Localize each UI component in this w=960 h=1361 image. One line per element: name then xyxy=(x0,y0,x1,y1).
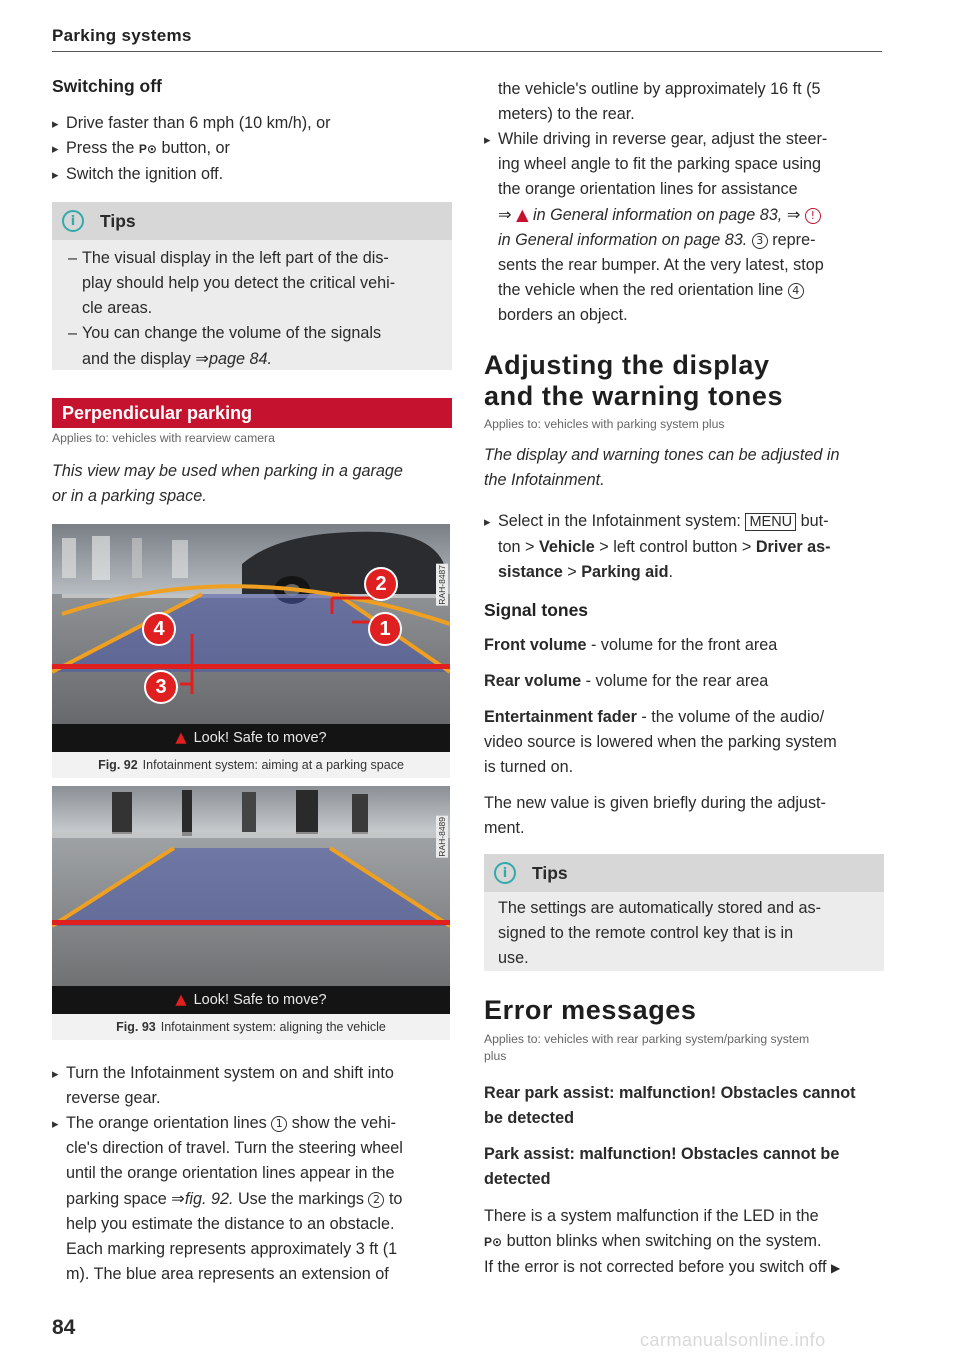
menu-path: sistance xyxy=(498,563,563,581)
menu-path: Parking aid xyxy=(581,563,669,581)
step-line: until the orange orientation lines appear in the xyxy=(66,1164,395,1182)
info-icon: i xyxy=(62,210,84,232)
setting-label: Front volume xyxy=(484,636,587,654)
signal-tones-heading: Signal tones xyxy=(484,600,589,620)
tip-line: play should help you detect the critical vehi- xyxy=(82,274,396,292)
caption-text: Infotainment system: aligning the vehicle xyxy=(160,1020,386,1034)
tips-box xyxy=(52,202,452,370)
camera-banner xyxy=(52,986,450,1014)
text-line: The new value is given briefly during the adjust- xyxy=(484,794,826,812)
step-line: parking space xyxy=(66,1190,167,1208)
text-line: There is a system malfunction if the LED in the xyxy=(484,1207,819,1225)
intro-line: or in a parking space. xyxy=(52,487,207,505)
page-header xyxy=(52,26,882,52)
step-line: cle's direction of travel. Turn the steering wheel xyxy=(66,1139,403,1157)
figure-caption xyxy=(52,1014,450,1040)
text-line: The display and warning tones can be adjusted in xyxy=(484,446,840,464)
section-title: Parking systems xyxy=(52,26,192,45)
tips-label: Tips xyxy=(100,210,136,231)
warning-icon: ▲ xyxy=(175,992,187,1008)
setting-text: - volume for the rear area xyxy=(585,672,769,690)
list-item xyxy=(484,127,884,328)
marker-4: 4 xyxy=(142,612,176,646)
marker-1: 1 xyxy=(368,612,402,646)
banner-text: Look! Safe to move? xyxy=(193,992,327,1008)
step-line: Each marking represents approximately 3 ft (1 xyxy=(66,1240,398,1258)
list-item xyxy=(52,1061,452,1111)
text-line: Park assist: malfunction! Obstacles cannot be xyxy=(484,1145,840,1163)
setting-text: - the volume of the audio/ xyxy=(641,708,825,726)
applies-to xyxy=(484,1031,884,1065)
step-line: to xyxy=(388,1190,403,1208)
list-item: ▸ Switch the ignition off. xyxy=(52,162,452,187)
text-line: button blinks when switching on the system. xyxy=(506,1232,822,1250)
error-messages-heading: Error messages xyxy=(484,995,697,1025)
continued-text xyxy=(498,77,888,127)
caption-text: Infotainment system: aiming at a parking space xyxy=(142,758,404,772)
tip-line: use. xyxy=(498,949,529,967)
tip-line: cle areas. xyxy=(82,299,153,317)
marker-2: 2 xyxy=(364,567,398,601)
front-volume-row xyxy=(484,633,884,658)
text-line: ton > xyxy=(498,538,535,556)
list-item: ▸ Select in the Infotainment system: MENU but- ton > Vehicle > left control button > Driver as- sistance > Parking aid. xyxy=(484,509,884,585)
arrow-icon: ⇒ xyxy=(171,1189,185,1208)
error-body xyxy=(484,1204,884,1281)
step-line: show the vehi- xyxy=(291,1114,397,1132)
park-button-icon: P⊙ xyxy=(138,142,157,156)
step-line: Turn the Infotainment system on and shift into xyxy=(66,1064,394,1082)
menu-path: Driver as- xyxy=(755,538,831,556)
setting-label: Rear volume xyxy=(484,672,582,690)
tips-box xyxy=(484,854,884,971)
figure-link[interactable]: fig. 92. xyxy=(184,1190,234,1208)
text-line: Rear park assist: malfunction! Obstacles cannot xyxy=(484,1084,856,1102)
error-message-2 xyxy=(484,1142,884,1192)
text-line: the Infotainment. xyxy=(484,471,605,489)
text-line: ing wheel angle to fit the parking space using xyxy=(498,155,822,173)
steps-list xyxy=(52,1061,452,1287)
setting-text: - volume for the front area xyxy=(591,636,778,654)
text-line: Applies to: vehicles with rear parking system/parking system xyxy=(484,1032,810,1046)
text-line: but- xyxy=(800,512,829,530)
list-item: ▸ Drive faster than 6 mph (10 km/h), or xyxy=(52,111,452,136)
text-line: be detected xyxy=(484,1109,574,1127)
marker-1-icon: 1 xyxy=(271,1116,287,1132)
new-value-text xyxy=(484,791,884,841)
tips-content xyxy=(484,892,884,971)
text-line: While driving in reverse gear, adjust the steer- xyxy=(498,130,828,148)
text-line: > left control button > xyxy=(599,538,752,556)
adjust-heading xyxy=(484,350,783,412)
watermark: carmanualsonline.info xyxy=(640,1330,826,1350)
figure-label: Fig. 92 xyxy=(98,758,138,772)
figure-92 xyxy=(52,524,450,778)
arrow-icon: ⇒ xyxy=(195,349,209,368)
list-item xyxy=(52,1111,452,1287)
park-button-icon: P⊙ xyxy=(484,1235,503,1249)
tips-header xyxy=(484,854,884,892)
camera-banner xyxy=(52,724,450,752)
entertainment-fader-row xyxy=(484,705,884,780)
text-line: Select in the Infotainment system: xyxy=(498,512,741,530)
page-link[interactable]: in General information on page 83. xyxy=(498,231,748,249)
tip-item xyxy=(64,321,452,372)
error-message-1 xyxy=(484,1081,884,1131)
menu-key: MENU xyxy=(745,513,796,531)
tip-line: and the display xyxy=(82,350,191,368)
text-line: meters) to the rear. xyxy=(498,105,635,123)
marker-3-icon: 3 xyxy=(752,233,768,249)
step-line: Use the markings xyxy=(237,1190,364,1208)
text-line: sents the rear bumper. At the very latest, stop xyxy=(498,256,824,274)
tip-line: The settings are automatically stored and as- xyxy=(498,899,822,917)
figure-93 xyxy=(52,786,450,1040)
page-link[interactable]: in General information on page 83, xyxy=(533,206,783,224)
tip-line: The visual display in the left part of the dis- xyxy=(82,249,389,267)
text-line: plus xyxy=(484,1049,507,1063)
warning-triangle-icon: ▲ xyxy=(516,205,529,224)
applies-to: Applies to: vehicles with rearview camera xyxy=(52,431,275,445)
adjust-intro xyxy=(484,443,884,493)
banner-text: Look! Safe to move? xyxy=(193,730,327,746)
warning-icon: ▲ xyxy=(175,730,187,746)
perpendicular-intro xyxy=(52,459,452,509)
caution-icon: ! xyxy=(805,208,821,224)
rear-volume-row xyxy=(484,669,884,694)
info-icon: i xyxy=(494,862,516,884)
figure-label: Fig. 93 xyxy=(116,1020,156,1034)
marker-2-icon: 2 xyxy=(368,1192,384,1208)
arrow-icon: ⇒ xyxy=(498,205,512,224)
text-line: the vehicle when the red orientation line xyxy=(498,281,784,299)
figure-caption xyxy=(52,752,450,778)
camera-view-image xyxy=(52,786,450,1014)
text-line: the vehicle's outline by approximately 16 ft (5 xyxy=(498,80,821,98)
tip-line: signed to the remote control key that is in xyxy=(498,924,794,942)
figure-code: RAH-8487 xyxy=(437,565,447,605)
step-line: m). The blue area represents an extension of xyxy=(66,1265,389,1283)
setting-text: video source is lowered when the parking system xyxy=(484,733,837,751)
intro-line: This view may be used when parking in a garage xyxy=(52,462,403,480)
list-item: ▸ Press the P⊙ button, or xyxy=(52,136,452,162)
switching-off-list xyxy=(52,111,452,187)
text-line: the orange orientation lines for assistance xyxy=(498,180,798,198)
heading-line: and the warning tones xyxy=(484,381,784,411)
arrow-icon: ⇒ xyxy=(786,205,801,224)
tip-line: You can change the volume of the signals xyxy=(82,324,382,342)
step-line: The orange orientation lines xyxy=(66,1114,267,1132)
page-number: 84 xyxy=(52,1316,76,1339)
heading-line: Adjusting the display xyxy=(484,350,770,380)
step-line: help you estimate the distance to an obstacle. xyxy=(66,1215,395,1233)
text-line: If the error is not corrected before you switch off xyxy=(484,1258,827,1276)
tip-item xyxy=(64,246,452,321)
figure-code: RAH-8489 xyxy=(437,817,447,857)
menu-path: Vehicle xyxy=(538,538,595,556)
applies-to: Applies to: vehicles with parking system plus xyxy=(484,417,725,431)
setting-text: is turned on. xyxy=(484,758,574,776)
text-line: repre- xyxy=(772,231,816,249)
page-link[interactable]: page 84. xyxy=(208,350,272,368)
switching-off-heading: Switching off xyxy=(52,76,162,96)
text-line: borders an object. xyxy=(498,306,628,324)
perpendicular-title: Perpendicular parking xyxy=(52,398,452,428)
setting-label: Entertainment fader xyxy=(484,708,637,726)
text-line: ment. xyxy=(484,819,525,837)
text-line: detected xyxy=(484,1170,551,1188)
marker-3: 3 xyxy=(144,670,178,704)
tips-label: Tips xyxy=(532,862,568,883)
step-line: reverse gear. xyxy=(66,1089,161,1107)
marker-4-icon: 4 xyxy=(788,283,804,299)
tips-header xyxy=(52,202,452,240)
tips-content xyxy=(52,240,452,372)
continue-arrow-icon: ▶ xyxy=(831,1261,841,1275)
